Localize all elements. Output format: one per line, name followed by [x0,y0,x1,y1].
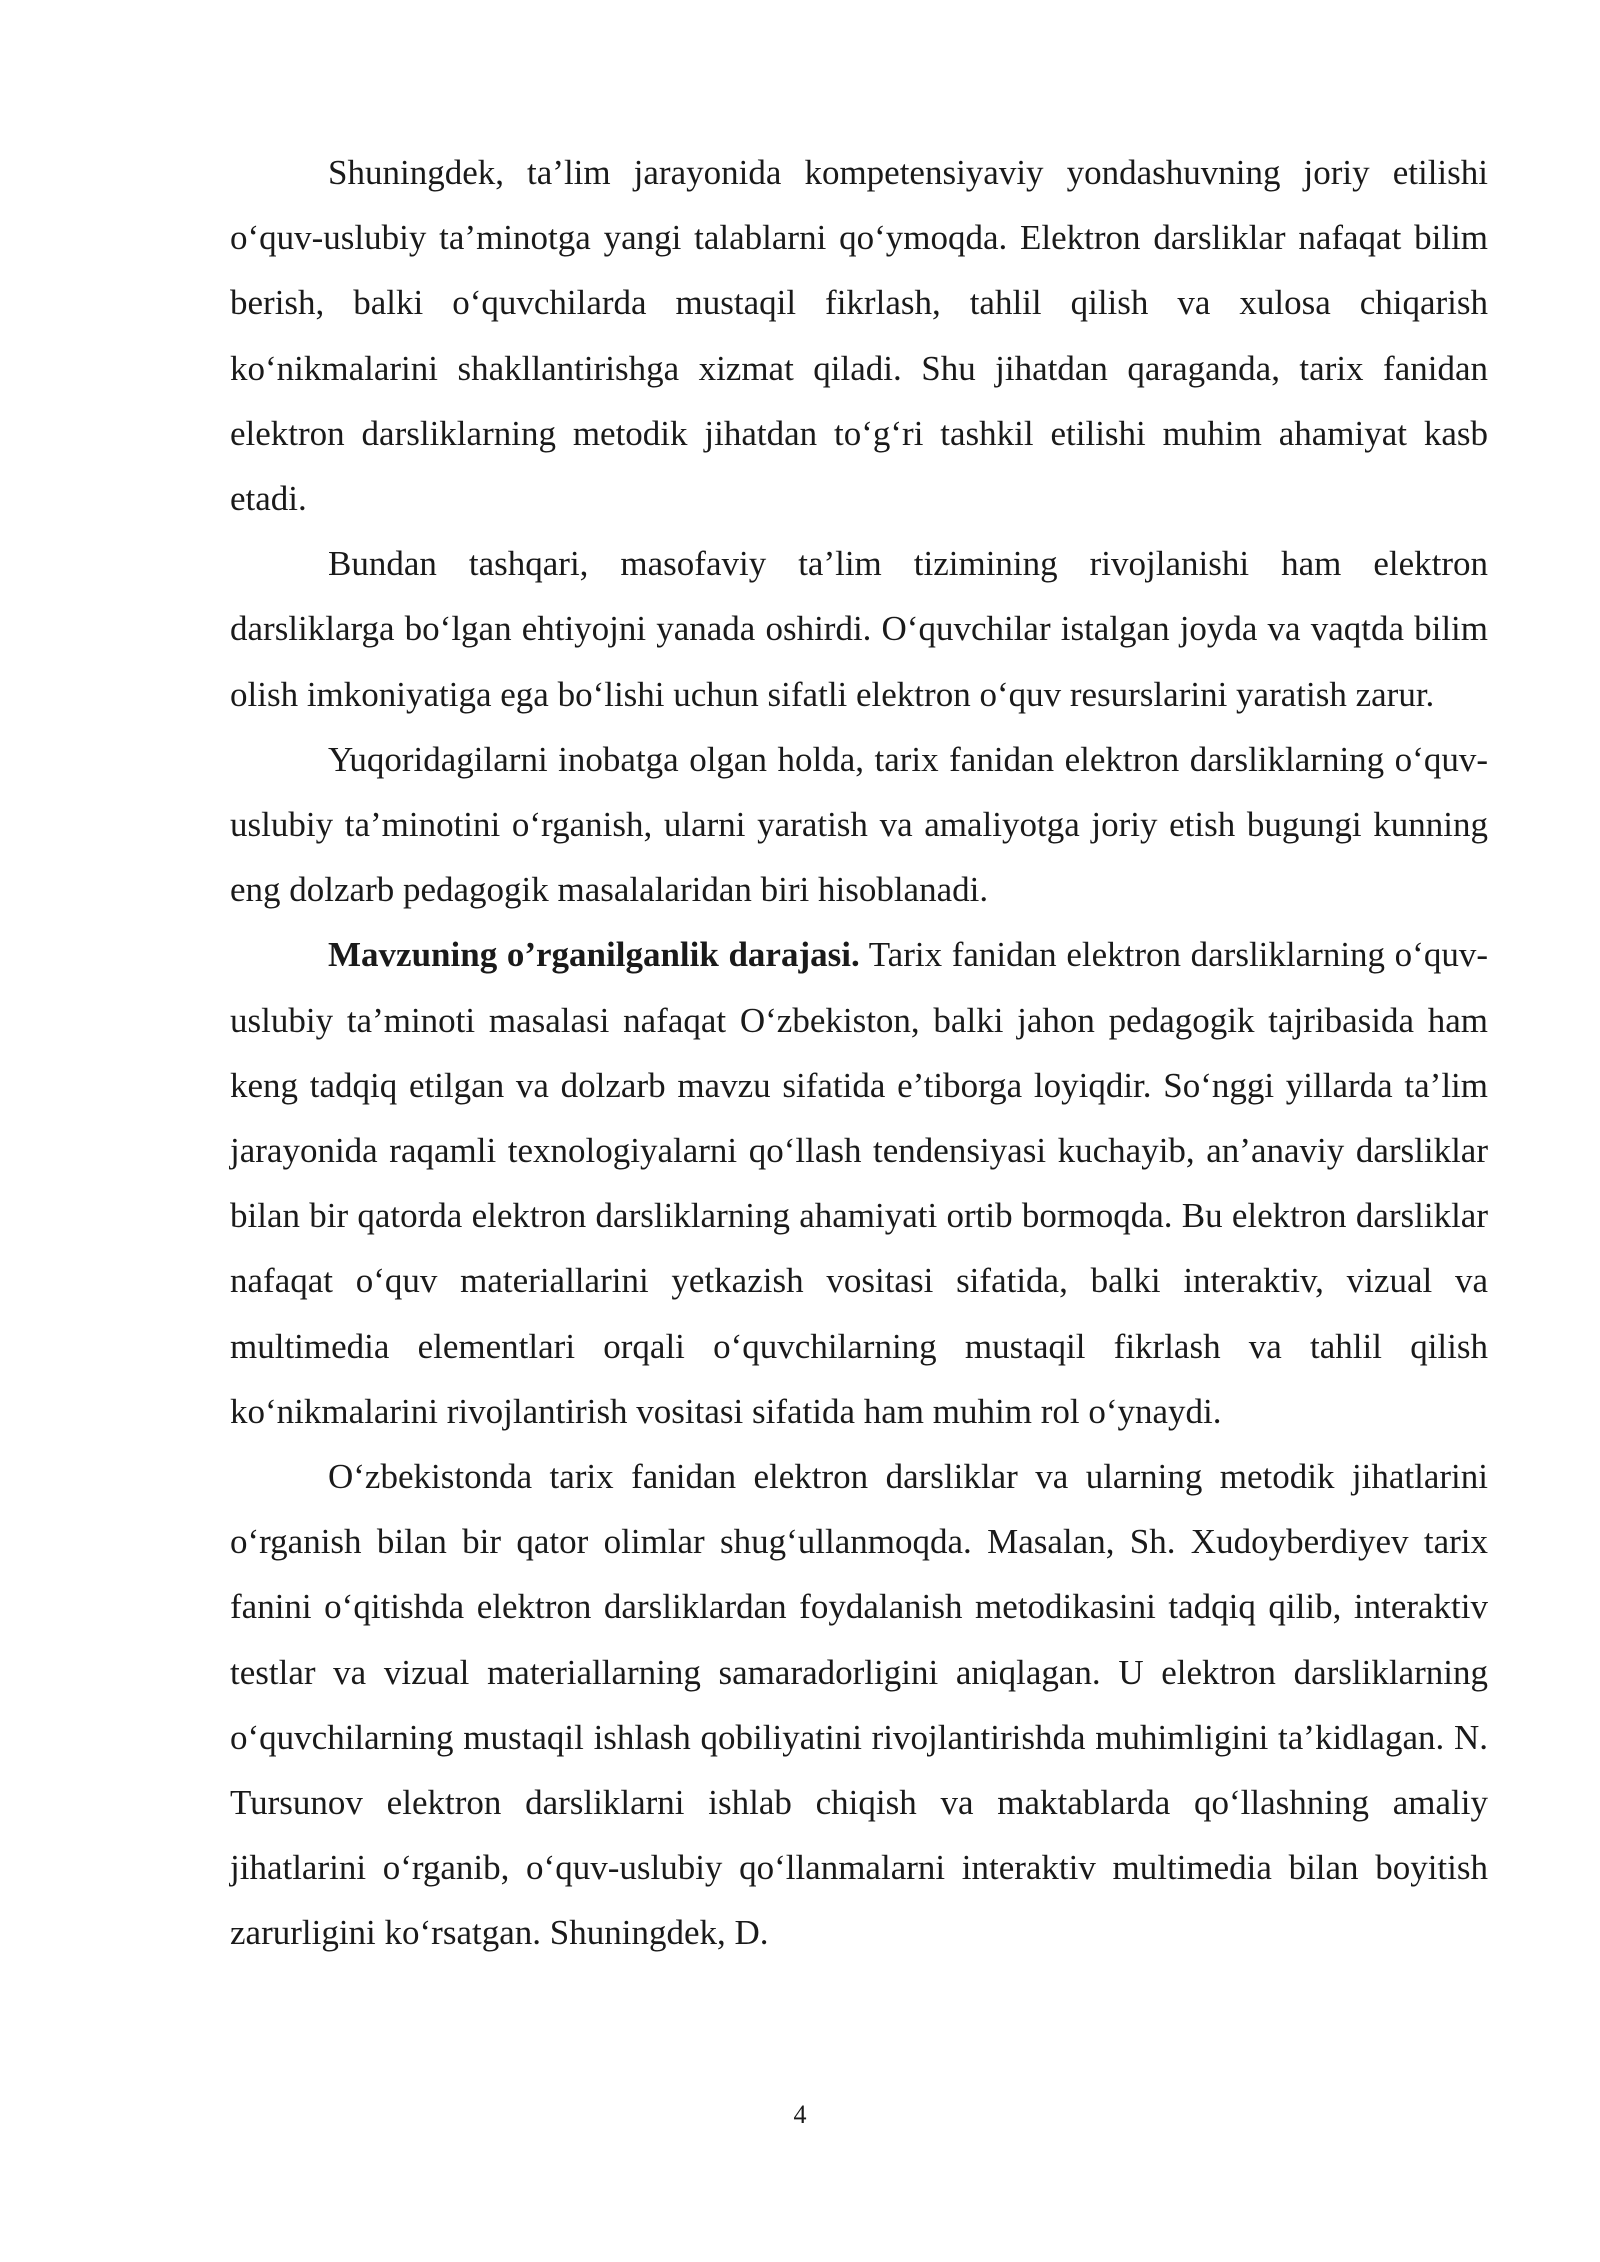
page-body [230,140,1488,1966]
paragraph-1 [230,140,1488,531]
paragraph-2 [230,531,1488,727]
paragraph-1-text: Shuningdek, ta’lim jarayonida kompetensiyaviy yondashuvning joriy etilishi o‘quv-uslubiy ta’minotga yangi talablarni qo‘ymoqda. Elektron darsliklar nafaqat bilim berish, balki o‘quvchilarda mustaqil fikrlash, tahlil qilish va xulosa chiqarish ko‘nikmalarini shakllantirishga xizmat qiladi. Shu jihatdan qaraganda, tarix fanidan elektron darsliklarning metodik jihatdan to‘g‘ri tashkil etilishi muhim ahamiyat kasb etadi. [230,153,1488,519]
paragraph-2-text: Bundan tashqari, masofaviy ta’lim tizimining rivojlanishi ham elektron darsliklarga bo‘lgan ehtiyojni yanada oshirdi. O‘quvchilar istalgan joyda va vaqtda bilim olish imkoniyatiga ega bo‘lishi uchun sifatli elektron o‘quv resurslarini yaratish zarur. [230,544,1488,714]
paragraph-3-text: Yuqoridagilarni inobatga olgan holda, tarix fanidan elektron darsliklarning o‘quv-uslubiy ta’minotini o‘rganish, ularni yaratish va amaliyotga joriy etish bugungi kunning eng dolzarb pedagogik masalalaridan biri hisoblanadi. [230,739,1488,910]
paragraph-4 [230,922,1488,1444]
paragraph-3 [230,727,1488,923]
paragraph-5-text: O‘zbekistonda tarix fanidan elektron darsliklar va ularning metodik jihatlarini o‘rganish bilan bir qator olimlar shug‘ullanmoqda. Masalan, Sh. Xudoyberdiyev tarix fanini o‘qitishda elektron darsliklardan foydalanish metodikasini tadqiq qilib, interaktiv testlar va vizual materiallarning samaradorligini aniqlagan. U elektron darsliklarning o‘quvchilarning mustaqil ishlash qobiliyatini rivojlantirishda muhimligini ta’kidlagan. N. Tursunov elektron darsliklarni ishlab chiqish va maktablarda qo‘llashning amaliy jihatlarini o‘rganib, o‘quv-uslubiy qo‘llanmalarni interaktiv multimedia bilan boyitish zarurligini ko‘rsatgan. Shuningdek, D. [230,1457,1488,1953]
section-heading: Mavzuning o’rganilganlik darajasi. [328,935,860,975]
page-number: 4 [793,2100,807,2129]
paragraph-4-text: Tarix fanidan elektron darsliklarning o‘quv-uslubiy ta’minoti masalasi nafaqat O‘zbekiston, balki jahon pedagogik tajribasida ham keng tadqiq etilgan va dolzarb mavzu sifatida e’tiborga loyiqdir. So‘nggi yillarda ta’lim jarayonida raqamli texnologiyalarni qo‘llash tendensiyasi kuchayib, an’anaviy darsliklar bilan bir qatorda elektron darsliklarning ahamiyati ortib bormoqda. Bu elektron darsliklar nafaqat o‘quv materiallarini yetkazish vositasi sifatida, balki interaktiv, vizual va multimedia elementlari orqali o‘quvchilarning mustaqil fikrlash va tahlil qilish ko‘nikmalarini rivojlantirish vositasi sifatida ham muhim rol o‘ynaydi. [230,935,1488,1431]
paragraph-5 [230,1444,1488,1966]
